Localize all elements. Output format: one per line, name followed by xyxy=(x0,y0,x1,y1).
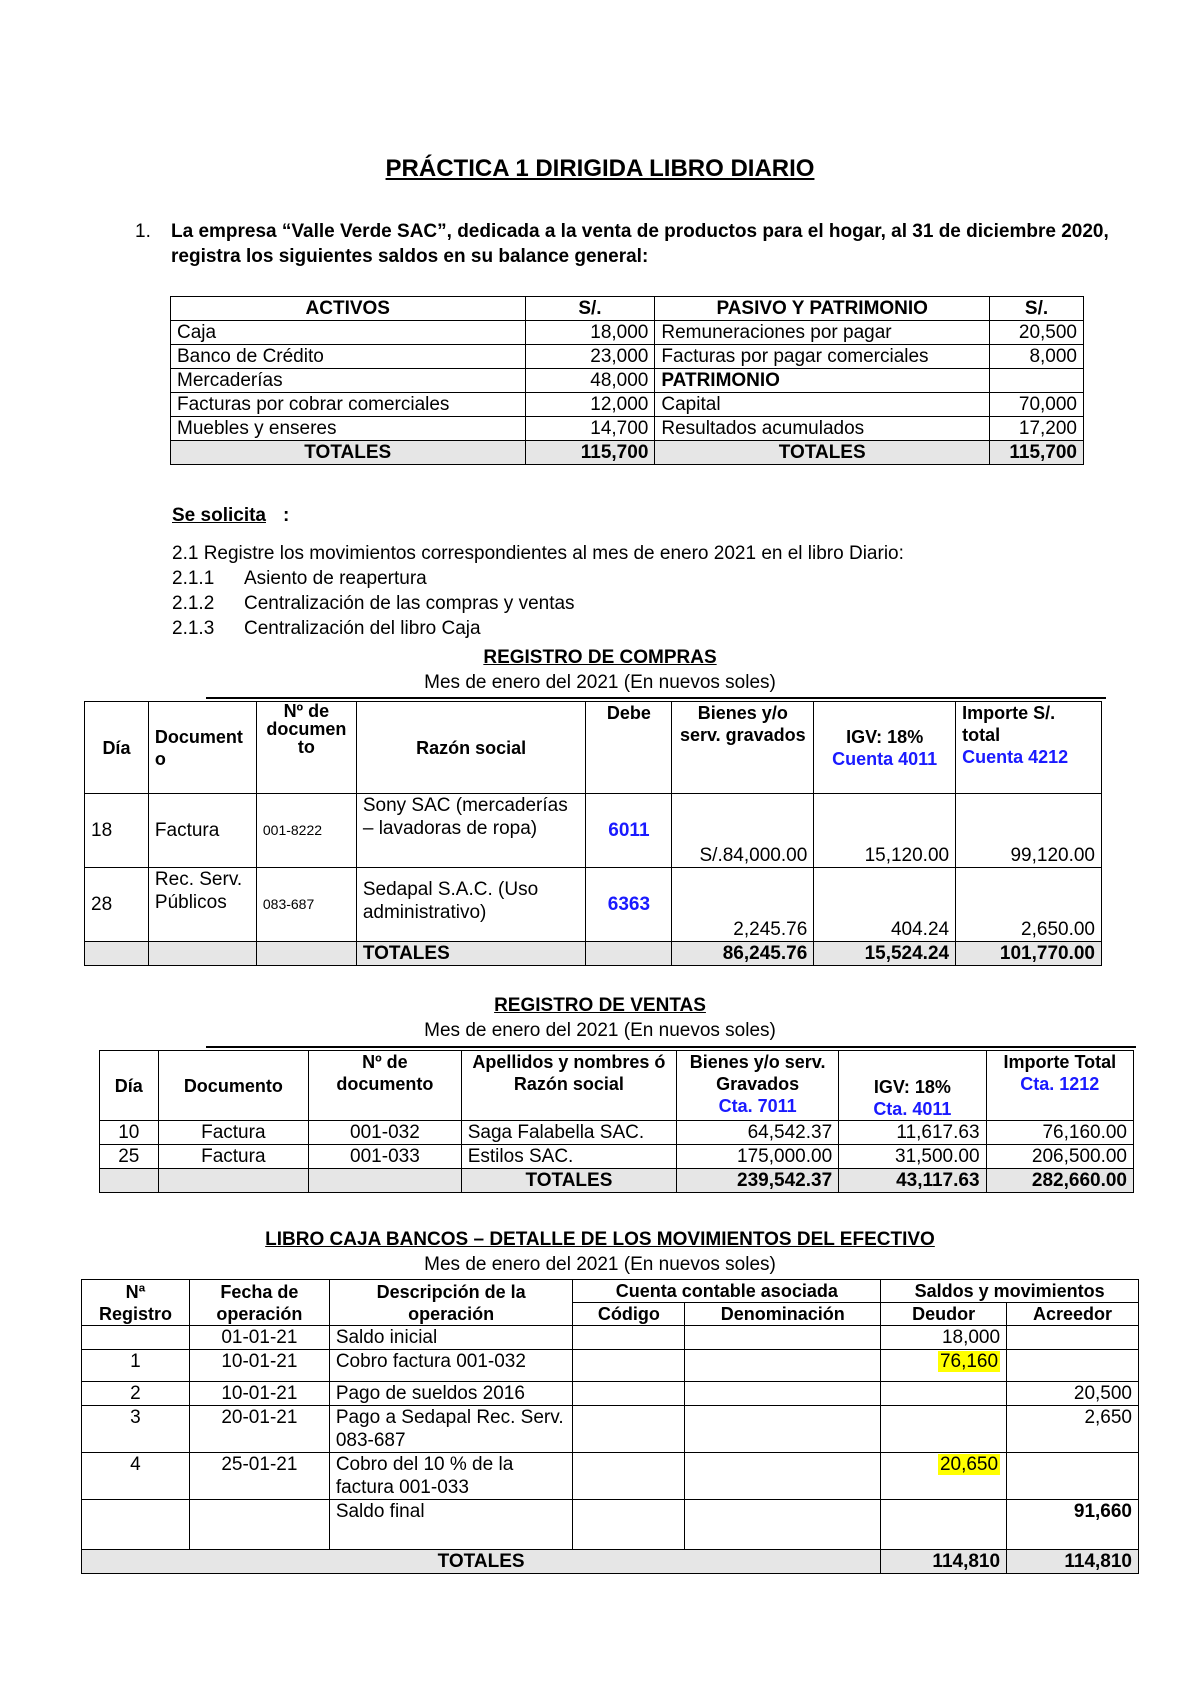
table-cell: 28 xyxy=(85,868,149,942)
totals-value: 115,700 xyxy=(990,441,1084,465)
ventas-header-bienes xyxy=(677,1051,839,1121)
balance-header-soles: S/. xyxy=(525,297,655,321)
ventas-header-bienes-label: Bienes y/o serv. Gravados xyxy=(689,1052,826,1094)
table-cell: Factura xyxy=(148,794,256,868)
table-cell xyxy=(189,1500,329,1550)
ventas-header-razon: Apellidos y nombres ó Razón social xyxy=(461,1051,676,1121)
table-row xyxy=(82,1350,1139,1382)
table-cell: 31,500.00 xyxy=(839,1145,986,1169)
table-cell xyxy=(82,1326,190,1350)
table-cell: Cobro del 10 % de la factura 001-033 xyxy=(329,1453,573,1500)
requirement-text: Centralización de las compras y ventas xyxy=(244,593,575,614)
table-row xyxy=(171,345,1084,369)
ventas-header-dia: Día xyxy=(100,1051,159,1121)
totals-value: 282,660.00 xyxy=(986,1169,1133,1193)
table-cell: 001-8222 xyxy=(256,794,356,868)
table-cell: 20,500 xyxy=(1007,1382,1139,1406)
requirement-item xyxy=(172,568,427,590)
table-cell: Remuneraciones por pagar xyxy=(655,321,990,345)
totals-value: 43,117.63 xyxy=(839,1169,986,1193)
caja-header-codigo: Código xyxy=(573,1303,685,1326)
table-row xyxy=(100,1121,1134,1145)
table-cell: 01-01-21 xyxy=(189,1326,329,1350)
intro-number: 1. xyxy=(135,221,151,242)
table-cell xyxy=(990,369,1084,393)
page-title: PRÁCTICA 1 DIRIGIDA LIBRO DIARIO xyxy=(385,155,815,182)
table-cell xyxy=(256,942,356,966)
compras-title: REGISTRO DE COMPRAS xyxy=(483,647,717,668)
table-cell: 2 xyxy=(82,1382,190,1406)
ventas-table xyxy=(99,1050,1134,1193)
totals-value: 15,524.24 xyxy=(814,942,956,966)
table-cell: 4 xyxy=(82,1453,190,1500)
table-row xyxy=(100,1145,1134,1169)
highlighted-amount: 76,160 xyxy=(939,1351,999,1372)
table-cell xyxy=(685,1350,881,1382)
ventas-header-bienes-cta: Cta. 7011 xyxy=(718,1096,797,1116)
table-cell: 14,700 xyxy=(525,417,655,441)
table-row xyxy=(82,1382,1139,1406)
table-cell: Rec. Serv. Públicos xyxy=(148,868,256,942)
ventas-subtitle: Mes de enero del 2021 (En nuevos soles) xyxy=(424,1020,776,1041)
ventas-header-igv-label: IGV: 18% xyxy=(873,1077,951,1097)
compras-header-razon: Razón social xyxy=(356,702,586,794)
table-cell: Sedapal S.A.C. (Uso administrativo) xyxy=(356,868,586,942)
table-cell: 99,120.00 xyxy=(956,794,1102,868)
table-cell: 2,245.76 xyxy=(672,868,814,942)
table-cell: 8,000 xyxy=(990,345,1084,369)
table-cell: Facturas por cobrar comerciales xyxy=(171,393,526,417)
caja-header-acreedor: Acreedor xyxy=(1007,1303,1139,1326)
balance-header-soles: S/. xyxy=(990,297,1084,321)
totals-row xyxy=(171,441,1084,465)
solicita-colon: : xyxy=(283,505,290,526)
caja-subtitle: Mes de enero del 2021 (En nuevos soles) xyxy=(424,1254,776,1275)
table-row xyxy=(82,1406,1139,1453)
table-cell: 001-033 xyxy=(309,1145,462,1169)
highlighted-amount: 20,650 xyxy=(939,1454,999,1475)
table-row xyxy=(82,1326,1139,1350)
totals-value: 115,700 xyxy=(525,441,655,465)
table-cell: 2,650 xyxy=(1007,1406,1139,1453)
compras-header-importe xyxy=(956,702,1102,794)
totals-label: TOTALES xyxy=(655,441,990,465)
totals-value: 86,245.76 xyxy=(672,942,814,966)
compras-header-igv xyxy=(814,702,956,794)
table-cell xyxy=(573,1382,685,1406)
caja-header-registro: Nª Registro xyxy=(82,1280,190,1326)
table-cell xyxy=(573,1406,685,1453)
caja-header-saldos: Saldos y movimientos xyxy=(881,1280,1139,1303)
table-cell xyxy=(881,1382,1007,1406)
table-cell xyxy=(573,1350,685,1382)
caja-title: LIBRO CAJA BANCOS – DETALLE DE LOS MOVIMIENTOS DEL EFECTIVO xyxy=(265,1229,935,1250)
ventas-header-igv-cta: Cta. 4011 xyxy=(873,1099,952,1119)
totals-row xyxy=(82,1550,1139,1574)
table-cell: 083-687 xyxy=(256,868,356,942)
table-cell xyxy=(685,1406,881,1453)
totals-label: TOTALES xyxy=(461,1169,676,1193)
table-cell: Pago a Sedapal Rec. Serv. 083-687 xyxy=(329,1406,573,1453)
table-cell: Caja xyxy=(171,321,526,345)
table-cell xyxy=(82,1500,190,1550)
table-cell xyxy=(685,1500,881,1550)
table-cell xyxy=(85,942,149,966)
table-cell: 6363 xyxy=(586,868,672,942)
caja-header-descripcion: Descripción de la operación xyxy=(329,1280,573,1326)
totals-label: TOTALES xyxy=(82,1550,881,1574)
totals-value: 114,810 xyxy=(1007,1550,1139,1574)
compras-header-importe-cuenta: Cuenta 4212 xyxy=(962,747,1069,767)
compras-table xyxy=(84,701,1102,966)
table-cell xyxy=(158,1169,309,1193)
table-cell: 25-01-21 xyxy=(189,1453,329,1500)
compras-subtitle: Mes de enero del 2021 (En nuevos soles) xyxy=(424,672,776,693)
table-cell: 10-01-21 xyxy=(189,1382,329,1406)
compras-header-igv-cuenta: Cuenta 4011 xyxy=(832,748,938,769)
requirement-item xyxy=(172,543,904,565)
caja-header-cuenta: Cuenta contable asociada xyxy=(573,1280,881,1303)
table-cell xyxy=(881,1453,1007,1500)
totals-value: 101,770.00 xyxy=(956,942,1102,966)
table-row xyxy=(82,1453,1139,1500)
compras-header-igv-label: IGV: 18% xyxy=(846,726,924,747)
table-cell: 70,000 xyxy=(990,393,1084,417)
table-cell: Saga Falabella SAC. xyxy=(461,1121,676,1145)
compras-header-importe-label: Importe S/. total xyxy=(962,703,1056,745)
table-cell: 15,120.00 xyxy=(814,794,956,868)
compras-header-bienes: Bienes y/o serv. gravados xyxy=(672,702,814,794)
balance-header-activos: ACTIVOS xyxy=(171,297,526,321)
table-cell: 001-032 xyxy=(309,1121,462,1145)
totals-row xyxy=(100,1169,1134,1193)
compras-header-debe: Debe xyxy=(586,702,672,794)
table-cell xyxy=(573,1453,685,1500)
table-row xyxy=(171,393,1084,417)
table-cell: Saldo final xyxy=(329,1500,573,1550)
caja-header-deudor: Deudor xyxy=(881,1303,1007,1326)
table-cell: Cobro factura 001-032 xyxy=(329,1350,573,1382)
table-cell: Muebles y enseres xyxy=(171,417,526,441)
table-cell xyxy=(1007,1350,1139,1382)
table-cell: 23,000 xyxy=(525,345,655,369)
ventas-header-igv xyxy=(839,1051,986,1121)
table-cell xyxy=(573,1326,685,1350)
table-cell: 175,000.00 xyxy=(677,1145,839,1169)
requirement-item xyxy=(172,593,575,615)
solicita-heading: Se solicita xyxy=(172,505,266,526)
table-cell xyxy=(881,1500,1007,1550)
table-cell xyxy=(148,942,256,966)
table-row xyxy=(85,794,1102,868)
table-cell: Estilos SAC. xyxy=(461,1145,676,1169)
caja-header-fecha: Fecha de operación xyxy=(189,1280,329,1326)
table-cell: PATRIMONIO xyxy=(655,369,990,393)
ventas-title: REGISTRO DE VENTAS xyxy=(494,995,706,1016)
table-cell xyxy=(685,1453,881,1500)
compras-header-dia: Día xyxy=(85,702,149,794)
table-cell: 11,617.63 xyxy=(839,1121,986,1145)
table-cell xyxy=(881,1406,1007,1453)
table-cell: 76,160.00 xyxy=(986,1121,1133,1145)
table-cell: Factura xyxy=(158,1121,309,1145)
totals-label: TOTALES xyxy=(171,441,526,465)
requirement-number: 2.1.3 xyxy=(172,618,215,639)
table-cell: 10 xyxy=(100,1121,159,1145)
table-cell: Mercaderías xyxy=(171,369,526,393)
table-cell xyxy=(881,1350,1007,1382)
table-cell: 25 xyxy=(100,1145,159,1169)
table-cell: 20-01-21 xyxy=(189,1406,329,1453)
requirement-item xyxy=(172,618,481,640)
balance-header-pasivo: PASIVO Y PATRIMONIO xyxy=(655,297,990,321)
totals-label: TOTALES xyxy=(356,942,586,966)
balance-table xyxy=(170,296,1084,465)
totals-row xyxy=(85,942,1102,966)
requirement-text: Asiento de reapertura xyxy=(244,568,427,589)
table-cell xyxy=(685,1382,881,1406)
table-row xyxy=(171,369,1084,393)
ventas-header-num-doc: Nº de documento xyxy=(309,1051,462,1121)
totals-value: 114,810 xyxy=(881,1550,1007,1574)
requirement-text: Centralización del libro Caja xyxy=(244,618,481,639)
table-cell: 64,542.37 xyxy=(677,1121,839,1145)
table-cell: 10-01-21 xyxy=(189,1350,329,1382)
table-cell: Saldo inicial xyxy=(329,1326,573,1350)
compras-rule xyxy=(206,697,1106,699)
intro-text: La empresa “Valle Verde SAC”, dedicada a la venta de productos para el hogar, al 31 de diciembre 2020, registra los siguientes saldos en su balance general: xyxy=(171,221,1109,267)
ventas-header-importe-cta: Cta. 1212 xyxy=(1020,1074,1100,1094)
ventas-header-importe xyxy=(986,1051,1133,1121)
table-cell: 6011 xyxy=(586,794,672,868)
table-cell: Capital xyxy=(655,393,990,417)
table-cell: Facturas por pagar comerciales xyxy=(655,345,990,369)
table-cell: 404.24 xyxy=(814,868,956,942)
table-cell: 20,500 xyxy=(990,321,1084,345)
requirement-number: 2.1.2 xyxy=(172,593,215,614)
table-cell: Pago de sueldos 2016 xyxy=(329,1382,573,1406)
table-cell: 12,000 xyxy=(525,393,655,417)
table-cell: Sony SAC (mercaderías – lavadoras de ropa) xyxy=(356,794,586,868)
table-cell: 18 xyxy=(85,794,149,868)
table-cell: 2,650.00 xyxy=(956,868,1102,942)
intro-paragraph xyxy=(135,219,1121,269)
table-cell: 206,500.00 xyxy=(986,1145,1133,1169)
ventas-header-documento: Documento xyxy=(158,1051,309,1121)
table-cell: Banco de Crédito xyxy=(171,345,526,369)
ventas-header-importe-label: Importe Total xyxy=(1003,1052,1117,1072)
totals-value: 239,542.37 xyxy=(677,1169,839,1193)
table-cell xyxy=(309,1169,462,1193)
table-cell: 1 xyxy=(82,1350,190,1382)
table-row xyxy=(82,1500,1139,1550)
table-cell: Resultados acumulados xyxy=(655,417,990,441)
table-cell xyxy=(586,942,672,966)
table-cell: 48,000 xyxy=(525,369,655,393)
table-cell xyxy=(1007,1326,1139,1350)
caja-header-denominacion: Denominación xyxy=(685,1303,881,1326)
table-row xyxy=(85,868,1102,942)
table-row xyxy=(171,321,1084,345)
caja-table xyxy=(81,1279,1139,1574)
compras-header-num-doc: Nº de documen to xyxy=(256,702,356,794)
table-cell xyxy=(573,1500,685,1550)
ventas-rule xyxy=(206,1046,1136,1048)
table-cell: 18,000 xyxy=(881,1326,1007,1350)
table-cell xyxy=(100,1169,159,1193)
table-cell xyxy=(1007,1453,1139,1500)
table-cell: 3 xyxy=(82,1406,190,1453)
table-row xyxy=(171,417,1084,441)
table-cell: 17,200 xyxy=(990,417,1084,441)
compras-header-documento: Document o xyxy=(148,702,256,794)
table-cell: 18,000 xyxy=(525,321,655,345)
table-cell xyxy=(685,1326,881,1350)
table-cell: 91,660 xyxy=(1007,1500,1139,1550)
table-cell: S/.84,000.00 xyxy=(672,794,814,868)
table-cell: Factura xyxy=(158,1145,309,1169)
requirement-number: 2.1.1 xyxy=(172,568,215,589)
requirement-text: 2.1 Registre los movimientos correspondientes al mes de enero 2021 en el libro Diario: xyxy=(172,543,904,564)
